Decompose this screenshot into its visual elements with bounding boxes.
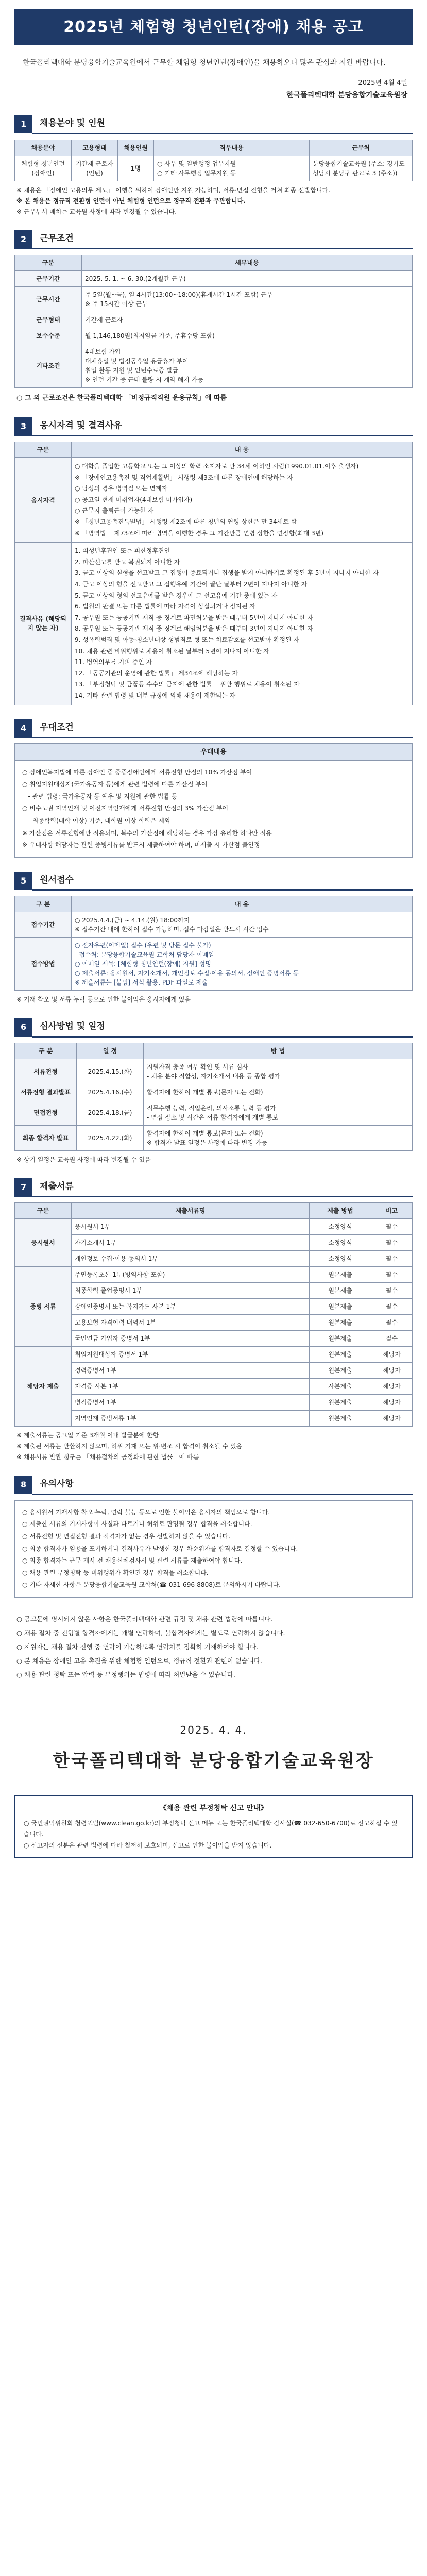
note-line: ※ 제출서류는 공고일 기준 3개월 이내 발급분에 한함 bbox=[16, 1432, 159, 1439]
table-cell: 원본제출 bbox=[310, 1331, 371, 1347]
table-header: 내 용 bbox=[72, 442, 413, 458]
table-cell: 합격자에 한하여 개별 통보(문자 또는 전화) ※ 합격자 발표 일정은 사정에 따라 변경 가능 bbox=[144, 1125, 413, 1150]
table-cell: 원본제출 bbox=[310, 1283, 371, 1299]
caution-box bbox=[14, 1500, 413, 1598]
bullet-line: ○ 채용 관련 청탁 또는 압력 등 부정행위는 법령에 따라 처벌받을 수 있습니다. bbox=[16, 1671, 235, 1679]
section-2-header bbox=[14, 230, 413, 250]
table-header: 채용분야 bbox=[15, 140, 72, 156]
notice-date: 2025년 4월 4일 bbox=[358, 79, 407, 87]
table-header: 내 용 bbox=[72, 896, 413, 912]
table-row bbox=[15, 287, 413, 312]
table-row bbox=[15, 1251, 413, 1267]
table-row bbox=[15, 1315, 413, 1331]
row-label: 기타조건 bbox=[15, 344, 82, 388]
table-row bbox=[15, 344, 413, 388]
additional-notes bbox=[16, 1613, 411, 1681]
preference-line: ※ 우대사항 해당자는 관련 증빙서류를 반드시 제출하여야 하며, 미제출 시 가산점 불인정 bbox=[22, 841, 260, 849]
row-label: 서류전형 bbox=[15, 1059, 77, 1084]
table-cell: 4대보험 가입 대체휴일 및 법정공휴일 유급휴가 부여 취업 활동 지원 및 인턴수료증 발급 ※ 인턴 기간 중 근태 불량 시 계약 해지 가능 bbox=[82, 344, 413, 388]
table-cell: 2025. 5. 1. ~ 6. 30.(2개월간 근무) bbox=[82, 271, 413, 287]
table-row bbox=[15, 156, 413, 181]
conditions-table bbox=[14, 255, 413, 388]
final-org: 한국폴리텍대학 분당융합기술교육원장 bbox=[53, 1750, 374, 1771]
table-cell: 필수 bbox=[371, 1315, 413, 1331]
table-row bbox=[15, 1331, 413, 1347]
section-4-header bbox=[14, 719, 413, 739]
table-header: 비고 bbox=[371, 1203, 413, 1219]
table-cell: 자기소개서 1부 bbox=[72, 1235, 310, 1251]
table-row bbox=[15, 912, 413, 938]
preference-line: ○ 비수도권 지역인재 및 이전지역인재에게 서류전형 만점의 3% 가산점 부여 bbox=[22, 805, 229, 812]
schedule-table bbox=[14, 1043, 413, 1151]
table-cell: 자격증 사본 1부 bbox=[72, 1379, 310, 1395]
caution-line: ○ 기타 자세한 사항은 분당융합기술교육원 교학처(☎ 031-696-8808)로 문의하시기 바랍니다. bbox=[22, 1581, 281, 1589]
table-row bbox=[15, 271, 413, 287]
table-row bbox=[15, 458, 413, 543]
table-cell: 필수 bbox=[371, 1299, 413, 1315]
page-title: 2025년 체험형 청년인턴(장애) 채용 공고 bbox=[14, 9, 413, 45]
table-row bbox=[15, 1235, 413, 1251]
report-guide-title: 《채용 관련 부정청탁 신고 안내》 bbox=[159, 1804, 268, 1812]
section-title: 제출서류 bbox=[32, 1178, 413, 1198]
documents-table bbox=[14, 1202, 413, 1427]
preference-line: ※ 가산점은 서류전형에만 적용되며, 복수의 가산점에 해당하는 경우 가장 유리한 하나만 적용 bbox=[22, 829, 272, 837]
table-cell: 필수 bbox=[371, 1267, 413, 1283]
group-label: 응시원서 bbox=[15, 1219, 72, 1267]
report-guide-box bbox=[14, 1795, 413, 1859]
table-row bbox=[15, 312, 413, 328]
note-line: ※ 채용은 『장애인 고용의무 제도』 이행을 위하여 장애인만 지원 가능하며, 서류·면접 전형을 거쳐 최종 선발합니다. bbox=[16, 186, 330, 194]
section-number: 7 bbox=[14, 1178, 32, 1197]
table-cell: 월 1,146,180원(최저임금 기준, 주휴수당 포함) bbox=[82, 328, 413, 344]
preference-box-title: 우대내용 bbox=[14, 743, 413, 760]
table-row bbox=[15, 1219, 413, 1235]
preference-line: ○ 취업지원대상자(국가유공자 등)에게 관련 법령에 따른 가산점 부여 bbox=[22, 781, 208, 788]
table-row bbox=[15, 1084, 413, 1100]
row-label: 최종 합격자 발표 bbox=[15, 1125, 77, 1150]
table-cell: 필수 bbox=[371, 1235, 413, 1251]
section-7-header bbox=[14, 1178, 413, 1198]
section-6-note bbox=[16, 1155, 411, 1164]
caution-line: ○ 최종 합격자가 임용을 포기하거나 결격사유가 발생한 경우 차순위자를 합격자로 결정할 수 있습니다. bbox=[22, 1545, 298, 1552]
table-header: 일 정 bbox=[77, 1043, 144, 1059]
table-cell: 국민연금 가입자 증명서 1부 bbox=[72, 1331, 310, 1347]
table-row bbox=[15, 328, 413, 344]
final-date: 2025. 4. 4. bbox=[180, 1723, 247, 1736]
section-title: 심사방법 및 일정 bbox=[32, 1018, 413, 1038]
table-row bbox=[15, 1347, 413, 1363]
section-8-header bbox=[14, 1475, 413, 1495]
section-number: 3 bbox=[14, 417, 32, 436]
report-guide-line: ○ 신고자의 신분은 관련 법령에 따라 철저히 보호되며, 신고로 인한 불이익을 받지 않습니다. bbox=[24, 1841, 272, 1849]
preference-line: - 관련 법령: 국가유공자 등 예우 및 지원에 관한 법률 등 bbox=[22, 792, 178, 800]
table-cell: 분당융합기술교육원 (주소: 경기도 성남시 분당구 판교로 3 (주소)) bbox=[310, 156, 413, 181]
table-header: 세부내용 bbox=[82, 255, 413, 271]
bullet-line: ○ 지원자는 채용 절차 진행 중 연락이 가능하도록 연락처를 정확히 기재하여야 합니다. bbox=[16, 1643, 259, 1651]
row-label: 보수수준 bbox=[15, 328, 82, 344]
section-title: 우대조건 bbox=[32, 719, 413, 739]
table-cell: 주 5일(월~금), 일 4시간(13:00~18:00)(휴게시간 1시간 포함) 근무 ※ 주 15시간 이상 근무 bbox=[82, 287, 413, 312]
table-header: 구분 bbox=[15, 1203, 72, 1219]
section-number: 4 bbox=[14, 719, 32, 738]
row-label: 접수기간 bbox=[15, 912, 72, 938]
row-label: 면접전형 bbox=[15, 1100, 77, 1125]
section-6-header bbox=[14, 1018, 413, 1038]
table-row bbox=[15, 1125, 413, 1150]
preference-box bbox=[14, 760, 413, 858]
table-row bbox=[15, 1283, 413, 1299]
table-header: 방 법 bbox=[144, 1043, 413, 1059]
table-cell: 최종학력 졸업증명서 1부 bbox=[72, 1283, 310, 1299]
recruit-table bbox=[14, 140, 413, 181]
table-cell: 해당자 bbox=[371, 1379, 413, 1395]
table-row bbox=[15, 1059, 413, 1084]
table-cell: ○ 2025.4.4.(금) ~ 4.14.(월) 18:00까지 ※ 접수기간 내에 한하여 접수 가능하며, 접수 마감일은 반드시 시간 엄수 bbox=[72, 912, 413, 938]
report-guide-line: ○ 국민권익위원회 청렴포털(www.clean.go.kr)의 부정청탁 신고 메뉴 또는 한국폴리텍대학 감사실(☎ 032-650-6700)로 신고하실 수 있습니다. bbox=[24, 1819, 398, 1838]
row-label: 근무시간 bbox=[15, 287, 82, 312]
row-label: 응시자격 bbox=[15, 458, 72, 543]
caution-line: ○ 채용 관련 부정청탁 등 비위행위가 확인된 경우 합격을 취소합니다. bbox=[22, 1569, 209, 1577]
table-cell: 해당자 bbox=[371, 1411, 413, 1427]
section-7-notes bbox=[16, 1431, 411, 1462]
table-cell: 원본제출 bbox=[310, 1299, 371, 1315]
table-cell: 지역인재 증빙서류 1부 bbox=[72, 1411, 310, 1427]
section-1-notes bbox=[16, 185, 411, 216]
table-cell: 고용보험 자격이력 내역서 1부 bbox=[72, 1315, 310, 1331]
table-cell: ○ 전자우편(이메일) 접수 (우편 및 방문 접수 불가) - 접수처: 분당융합기술교육원 교학처 담당자 이메일 ○ 이메일 제목: [체험형 청년인턴(장애) 지원] 성명 ○ 제출서류: 응시원서, 자기소개서, 개인정보 수집·이용 동의서, 장애인 증명서류 등 ※ 제출서류는 [붙임] 서식 활용, PDF 파일로 제출 bbox=[72, 938, 413, 991]
table-row bbox=[15, 1379, 413, 1395]
table-cell: 원본제출 bbox=[310, 1395, 371, 1411]
table-row bbox=[15, 1363, 413, 1379]
table-cell: 개인정보 수집·이용 동의서 1부 bbox=[72, 1251, 310, 1267]
table-header: 채용인원 bbox=[118, 140, 154, 156]
table-row bbox=[15, 1299, 413, 1315]
table-row bbox=[15, 938, 413, 991]
table-cell: 원본제출 bbox=[310, 1363, 371, 1379]
row-label: 결격사유 (해당되지 않는 자) bbox=[15, 543, 72, 705]
note-line: ※ 제출된 서류는 반환하지 않으며, 허위 기재 또는 위·변조 시 합격이 취소될 수 있음 bbox=[16, 1443, 243, 1450]
table-cell: 2025.4.22.(화) bbox=[77, 1125, 144, 1150]
table-cell: 2025.4.15.(화) bbox=[77, 1059, 144, 1084]
section-1-header bbox=[14, 114, 413, 134]
table-header: 구 분 bbox=[15, 1043, 77, 1059]
group-label: 해당자 제출 bbox=[15, 1347, 72, 1427]
section-5-header bbox=[14, 871, 413, 891]
section-3-header bbox=[14, 417, 413, 437]
bullet-line: ○ 본 채용은 장애인 고용 촉진을 위한 체험형 인턴으로, 정규직 전환과 관련이 없습니다. bbox=[16, 1657, 263, 1665]
table-cell: 합격자에 한하여 개별 통보(문자 또는 전화) bbox=[144, 1084, 413, 1100]
section-title: 원서접수 bbox=[32, 871, 413, 891]
caution-line: ○ 서류전형 및 면접전형 결과 적격자가 없는 경우 선발하지 않을 수 있습니다. bbox=[22, 1532, 231, 1540]
section-number: 5 bbox=[14, 872, 32, 890]
table-row bbox=[15, 1267, 413, 1283]
intro-text: 한국폴리텍대학 분당융합기술교육원에서 근무할 체험형 청년인턴(장애인)을 채용하오니 많은 관심과 지원 바랍니다. bbox=[23, 59, 386, 67]
section-title: 응시자격 및 결격사유 bbox=[32, 417, 413, 437]
bullet-line: ○ 공고문에 명시되지 않은 사항은 한국폴리텍대학 관련 규정 및 채용 관련 법령에 따릅니다. bbox=[16, 1615, 273, 1623]
table-cell: 1명 bbox=[118, 156, 154, 181]
section-number: 8 bbox=[14, 1476, 32, 1494]
qualification-table bbox=[14, 442, 413, 705]
note-line: ※ 근무부서 배치는 교육원 사정에 따라 변경될 수 있습니다. bbox=[16, 208, 177, 215]
table-row bbox=[15, 1100, 413, 1125]
preference-line: ○ 장애인복지법에 따른 장애인 중 중증장애인에게 서류전형 만점의 10% 가산점 부여 bbox=[22, 768, 252, 776]
table-cell: 사본제출 bbox=[310, 1379, 371, 1395]
table-row bbox=[15, 543, 413, 705]
preference-line: - 최종학력(대학 이상) 기준, 대학원 이상 학력은 제외 bbox=[22, 817, 170, 824]
section-number: 1 bbox=[14, 115, 32, 133]
table-cell: 2025.4.16.(수) bbox=[77, 1084, 144, 1100]
table-cell: 병적증명서 1부 bbox=[72, 1395, 310, 1411]
table-cell: 필수 bbox=[371, 1251, 413, 1267]
table-cell: 원본제출 bbox=[310, 1411, 371, 1427]
table-row bbox=[15, 1395, 413, 1411]
table-cell: 체험형 청년인턴 (장애인) bbox=[15, 156, 72, 181]
section-5-note bbox=[16, 995, 411, 1004]
table-cell: 해당자 bbox=[371, 1395, 413, 1411]
section-2-note: ○ 그 외 근로조건은 한국폴리텍대학 「비정규직직원 운용규칙」에 따름 bbox=[16, 394, 227, 402]
table-cell: 장애인증명서 또는 복지카드 사본 1부 bbox=[72, 1299, 310, 1315]
table-cell: 직무수행 능력, 직업윤리, 의사소통 능력 등 평가 - 면접 장소 및 시간은 서류 합격자에게 개별 통보 bbox=[144, 1100, 413, 1125]
table-cell: 소정양식 bbox=[310, 1219, 371, 1235]
row-label: 근무형태 bbox=[15, 312, 82, 328]
table-cell: 소정양식 bbox=[310, 1251, 371, 1267]
caution-line: ○ 응시원서 기재사항 착오·누락, 연락 불능 등으로 인한 불이익은 응시자의 책임으로 합니다. bbox=[22, 1508, 270, 1516]
table-cell: 2025.4.18.(금) bbox=[77, 1100, 144, 1125]
table-cell: 지원자격 충족 여부 확인 및 서류 심사 - 채용 분야 적합성, 자기소개서 내용 등 종합 평가 bbox=[144, 1059, 413, 1084]
table-cell: 해당자 bbox=[371, 1347, 413, 1363]
table-cell: 원본제출 bbox=[310, 1315, 371, 1331]
table-cell: 응시원서 1부 bbox=[72, 1219, 310, 1235]
note-line: ※ 기재 착오 및 서류 누락 등으로 인한 불이익은 응시자에게 있음 bbox=[16, 996, 191, 1004]
table-header: 고용형태 bbox=[72, 140, 118, 156]
row-label: 접수방법 bbox=[15, 938, 72, 991]
table-cell: 소정양식 bbox=[310, 1235, 371, 1251]
note-line: ※ 채용서류 반환 청구는 「채용절차의 공정화에 관한 법률」에 따름 bbox=[16, 1453, 199, 1461]
table-row bbox=[15, 1411, 413, 1427]
table-cell: 필수 bbox=[371, 1219, 413, 1235]
table-cell: 취업지원대상자 증명서 1부 bbox=[72, 1347, 310, 1363]
bullet-line: ○ 채용 절차 중 전형별 합격자에게는 개별 연락하며, 불합격자에게는 별도로 연락하지 않습니다. bbox=[16, 1629, 285, 1637]
caution-line: ○ 최종 합격자는 근무 개시 전 채용신체검사서 및 관련 서류를 제출하여야 합니다. bbox=[22, 1557, 243, 1565]
table-cell: 필수 bbox=[371, 1331, 413, 1347]
caution-line: ○ 제출한 서류의 기재사항이 사실과 다르거나 허위로 판명될 경우 합격을 취소합니다. bbox=[22, 1520, 252, 1528]
application-table bbox=[14, 896, 413, 991]
table-header: 근무처 bbox=[310, 140, 413, 156]
note-line: ※ 본 채용은 정규직 전환형 인턴이 아닌 체험형 인턴으로 정규직 전환과 무관합니다. bbox=[16, 197, 246, 205]
section-number: 2 bbox=[14, 230, 32, 249]
table-header: 제출 방법 bbox=[310, 1203, 371, 1219]
table-cell: 1. 피성년후견인 또는 피한정후견인 2. 파산선고를 받고 복권되지 아니한 자 3. 금고 이상의 실형을 선고받고 그 집행이 종료되거나 집행을 받지 아니하기로 확정된 후 5년이 지나지 아니한 자 4. 금고 이상의 형을 선고받고 그 집행유예 기간이 끝난 날부터 2년이 지나지 아니한 자 5. 금고 이상의 형의 선고유예를 받은 경우에 그 선고유예 기간 중에 있는 자 6. 법원의 판결 또는 다른 법률에 따라 자격이 상실되거나 정지된 자 7. 공무원 또는 공공기관 재직 중 징계로 파면처분을 받은 때부터 5년이 지나지 아니한 자 8. 공무원 또는 공공기관 재직 중 징계로 해임처분을 받은 때부터 3년이 지나지 아니한 자 9. 성폭력범죄 및 아동·청소년대상 성범죄로 형 또는 치료감호를 선고받아 확정된 자 10. 채용 관련 비위행위로 채용이 취소된 날부터 5년이 지나지 아니한 자 11. 병역의무를 기피 중인 자 12. 「공공기관의 운영에 관한 법률」 제34조에 해당하는 자 13. 「부정청탁 및 금품등 수수의 금지에 관한 법률」 위반 행위로 채용이 취소된 자 14. 기타 관련 법령 및 내부 규정에 의해 채용이 제한되는 자 bbox=[72, 543, 413, 705]
section-title: 채용분야 및 인원 bbox=[32, 114, 413, 134]
table-cell: 경력증명서 1부 bbox=[72, 1363, 310, 1379]
row-label: 서류전형 결과발표 bbox=[15, 1084, 77, 1100]
note-line: ※ 상기 일정은 교육원 사정에 따라 변경될 수 있음 bbox=[16, 1156, 151, 1163]
table-cell: ○ 대학을 졸업한 고등학교 또는 그 이상의 학력 소지자로 만 34세 이하인 사람(1990.01.01.이후 출생자) ※ 「장애인고용촉진 및 직업재활법」 시행령 제3조에 따른 장애인에 해당하는 자 ○ 남성의 경우 병역필 또는 면제자 ○ 공고일 현재 미취업자(4대보험 미가입자) ○ 근무지 출퇴근이 가능한 자 ※ 「청년고용촉진특별법」 시행령 제2조에 따른 청년의 연령 상한은 만 34세로 함 ※ 「병역법」 제73조에 따라 병역을 이행한 경우 그 기간만큼 연령 상한을 연장함(최대 3년) bbox=[72, 458, 413, 543]
table-cell: 해당자 bbox=[371, 1363, 413, 1379]
table-cell: 원본제출 bbox=[310, 1347, 371, 1363]
table-cell: 원본제출 bbox=[310, 1267, 371, 1283]
table-cell: ○ 사무 및 일반행정 업무지원 ○ 기타 사무행정 업무지원 등 bbox=[154, 156, 310, 181]
table-header: 직무내용 bbox=[154, 140, 310, 156]
table-cell: 주민등록초본 1부(병역사항 포함) bbox=[72, 1267, 310, 1283]
notice-org: 한국폴리텍대학 분당융합기술교육원장 bbox=[286, 91, 407, 100]
group-label: 증빙 서류 bbox=[15, 1267, 72, 1347]
section-title: 유의사항 bbox=[32, 1475, 413, 1495]
row-label: 근무기간 bbox=[15, 271, 82, 287]
table-header: 구분 bbox=[15, 442, 72, 458]
table-cell: 필수 bbox=[371, 1283, 413, 1299]
section-number: 6 bbox=[14, 1018, 32, 1037]
table-cell: 기간제 근로자 (인턴) bbox=[72, 156, 118, 181]
table-header: 구분 bbox=[15, 255, 82, 271]
table-header: 구 분 bbox=[15, 896, 72, 912]
section-title: 근무조건 bbox=[32, 230, 413, 250]
table-header: 제출서류명 bbox=[72, 1203, 310, 1219]
table-cell: 기간제 근로자 bbox=[82, 312, 413, 328]
